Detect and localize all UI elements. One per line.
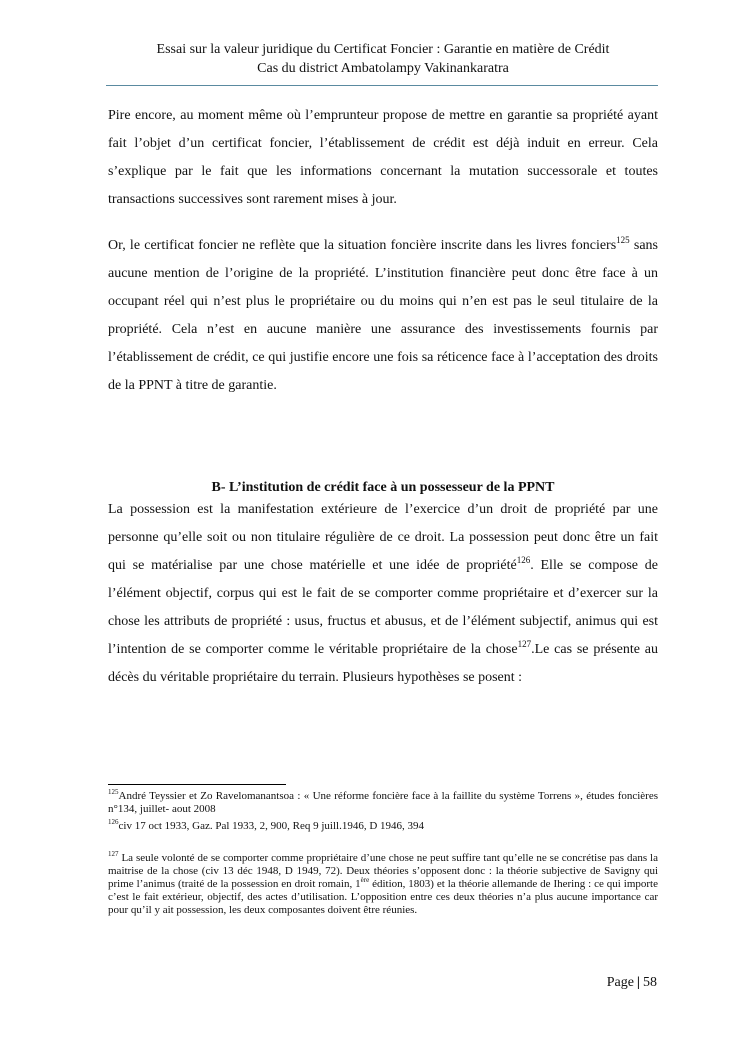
footnote-text: La seule volonté de se comporter comme propriétaire d’une chose ne peut suffire tant qu’elle ne se concrétise pas dans la maitrise de la chose (civ 13 déc 1948, D 1949, 72). Deux théories s’opposent donc : la théorie subjective de Savigny qui prime l’animus (traité de la possession en droit romain, 1 — [108, 852, 658, 890]
paragraph-text: Or, le certificat foncier ne reflète que la situation foncière inscrite dans les livres fonciers — [108, 238, 617, 253]
footnote-separator — [108, 784, 286, 785]
paragraph-2 — [108, 232, 658, 400]
paragraph-text: La possession est la manifestation extérieure de l’exercice d’un droit de propriété par une personne qu’elle soit ou non titulaire régulière de ce droit. La possession peut donc être un fait qui se matérialise par une chose matérielle et une idée de propriété — [108, 502, 658, 573]
header-rule — [106, 85, 658, 86]
footnote-126 — [108, 820, 658, 833]
footnote-ref-127[interactable]: 127 — [517, 639, 532, 649]
footnote-number: 127 — [108, 850, 119, 858]
footnote-number: 125 — [108, 788, 119, 796]
paragraph-3 — [108, 496, 658, 692]
footnote-superscript: ère — [360, 876, 370, 884]
footnote-125 — [108, 790, 658, 816]
paragraph-1: Pire encore, au moment même où l’emprunteur propose de mettre en garantie sa propriété ayant fait l’objet d’un certificat foncier, l’établissement de crédit est déjà induit en erreur. Cela s’explique par le fait que les informations concernant la mutation successorale et toutes transactions successives sont rarement mises à jour. — [108, 108, 658, 207]
footnote-ref-125[interactable]: 125 — [616, 235, 630, 245]
footnote-text: édition, 1803) et la théorie allemande de Ihering : ce qui importe c’est le fait extérieur, objectif, des actes d’utilisation. L’opposition entre ces deux théories n’a plus aucune importance car pour qu’il y ait possession, les deux composantes doivent être réunies. — [108, 878, 658, 916]
footnote-text: civ 17 oct 1933, Gaz. Pal 1933, 2, 900, Req 9 juill.1946, D 1946, 394 — [118, 820, 425, 832]
footnote-number: 126 — [108, 818, 119, 826]
page-footer — [607, 975, 657, 991]
paragraph-text: .Le cas se présente au décès du véritable propriétaire du terrain. Plusieurs hypothèses se posent : — [108, 642, 658, 685]
page-number: 58 — [643, 975, 657, 990]
footnote-127 — [108, 852, 658, 917]
running-header — [108, 40, 658, 78]
footnote-text: André Teyssier et Zo Ravelomanantsoa : « Une réforme foncière face à la faillite du système Torrens », études foncières n°134, juillet- aout 2008 — [108, 790, 658, 815]
page-separator: | — [636, 975, 640, 990]
page-label: Page — [606, 975, 634, 990]
paragraph-text: . Elle se compose de l’élément objectif, corpus qui est le fait de se comporter comme propriétaire et d’exercer sur la chose les attributs de propriété : usus, fructus et abusus, et de l’élément subjectif, animus qui est l’intention de se comporter comme le véritable propriétaire de la chose — [108, 558, 658, 657]
header-subtitle: Cas du district Ambatolampy Vakinankaratra — [257, 61, 509, 76]
paragraph-text: sans aucune mention de l’origine de la propriété. L’institution financière peut donc être face à un occupant réel qui n’est plus le propriétaire ou du moins qui n’en est pas le seul titulaire de la propriété. Cela n’est en aucune manière une assurance des investissements fournis par l’établissement de crédit, ce qui justifie encore une fois sa réticence face à l’acceptation des droits de la PPNT à titre de garantie. — [108, 238, 658, 393]
footnote-ref-126[interactable]: 126 — [516, 555, 531, 565]
section-heading: B- L’institution de crédit face à un possesseur de la PPNT — [211, 480, 555, 495]
header-title: Essai sur la valeur juridique du Certificat Foncier : Garantie en matière de Crédit — [156, 42, 610, 57]
